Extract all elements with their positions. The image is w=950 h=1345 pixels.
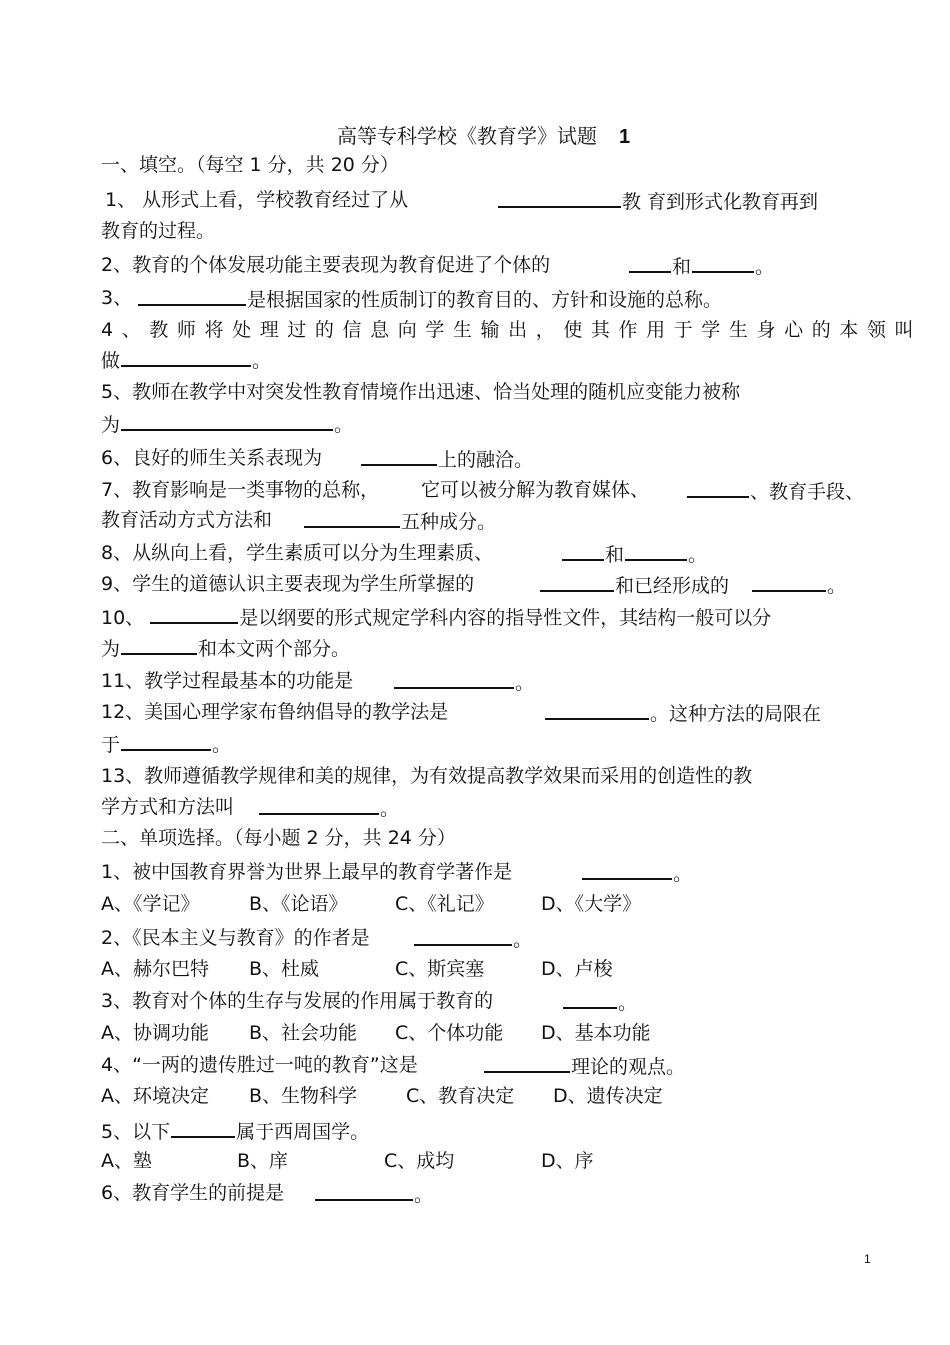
answer-blank[interactable] bbox=[582, 860, 672, 880]
answer-blank[interactable] bbox=[629, 253, 671, 273]
fill-question-11-cont: 。 bbox=[393, 669, 534, 695]
fill-question-7-line2: 教育活动方式方法和 bbox=[101, 509, 273, 531]
answer-blank[interactable] bbox=[562, 541, 604, 561]
answer-blank[interactable] bbox=[121, 411, 333, 431]
fill-question-7: 7、教育影响是一类事物的总称， bbox=[101, 479, 380, 501]
answer-blank[interactable] bbox=[121, 731, 211, 751]
choice-question-2-cont: 。 bbox=[413, 926, 532, 952]
fill-question-9: 9、学生的道德认识主要表现为学生所掌握的 bbox=[101, 573, 475, 595]
fill-question-8: 8、从纵向上看，学生素质可以分为生理素质、 bbox=[101, 542, 494, 564]
option-b[interactable]: B、庠 bbox=[237, 1150, 289, 1172]
choice-question-3: 3、教育对个体的生存与发展的作用属于教育的 bbox=[101, 990, 494, 1012]
fill-question-4-line2: 做 。 bbox=[101, 347, 271, 373]
fill-question-13-cont: 。 bbox=[258, 795, 399, 821]
exam-title-text: 高等专科学校《教育学》试题 bbox=[337, 124, 597, 148]
option-a[interactable]: A、赫尔巴特 bbox=[101, 958, 209, 980]
fill-question-13-line2: 学方式和方法叫 bbox=[101, 796, 235, 818]
answer-blank[interactable] bbox=[687, 478, 749, 498]
option-b[interactable]: B、杜威 bbox=[249, 958, 320, 980]
choice-question-6: 6、教育学生的前提是 bbox=[101, 1182, 285, 1204]
choice-question-3-cont: 。 bbox=[562, 989, 637, 1015]
option-b[interactable]: B、生物科学 bbox=[249, 1085, 358, 1107]
fill-question-7-cont: 、教育手段、 bbox=[686, 478, 864, 504]
answer-blank[interactable] bbox=[171, 1118, 235, 1138]
fill-question-9-end: 。 bbox=[751, 572, 846, 598]
fill-question-3: 3、 bbox=[101, 287, 133, 309]
fill-question-11: 11、教学过程最基本的功能是 bbox=[101, 670, 354, 692]
choice-question-1-cont: 。 bbox=[581, 860, 692, 886]
answer-blank[interactable] bbox=[394, 669, 514, 689]
choice-question-1: 1、被中国教育界誉为世界上最早的教育学著作是 bbox=[101, 861, 513, 883]
option-b[interactable]: B、社会功能 bbox=[249, 1022, 358, 1044]
section1-heading: 一、填空。（每空 1 分，共 20 分） bbox=[101, 154, 399, 176]
fill-question-12-cont: 。这种方法的局限在 bbox=[544, 700, 821, 726]
answer-blank[interactable] bbox=[545, 700, 649, 720]
answer-blank[interactable] bbox=[361, 446, 437, 466]
fill-question-10-line2: 为 和本文两个部分。 bbox=[101, 635, 350, 661]
fill-question-4: 4、教师将处理过的信息向学生输出，使其作用于学生身心的本领叫 bbox=[101, 319, 923, 341]
page-number: 1 bbox=[864, 1252, 871, 1266]
option-d[interactable]: D、卢梭 bbox=[541, 958, 613, 980]
answer-blank[interactable] bbox=[414, 926, 512, 946]
option-d[interactable]: D、基本功能 bbox=[541, 1022, 651, 1044]
choice-question-4: 4、“一两的遗传胜过一吨的教育”这是 bbox=[101, 1054, 418, 1076]
answer-blank[interactable] bbox=[121, 635, 197, 655]
answer-blank[interactable] bbox=[540, 572, 614, 592]
fill-question-6: 6、良好的师生关系表现为 bbox=[101, 447, 323, 469]
answer-blank[interactable] bbox=[692, 253, 754, 273]
answer-blank[interactable] bbox=[121, 347, 251, 367]
fill-question-10: 10、 是以纲要的形式规定学科内容的指导性文件，其结构一般可以分 bbox=[101, 604, 771, 630]
answer-blank[interactable] bbox=[484, 1053, 570, 1073]
answer-blank[interactable] bbox=[752, 572, 826, 592]
fill-question-1: 1、 从形式上看，学校教育经过了从 bbox=[105, 189, 409, 211]
fill-question-12: 12、美国心理学家布鲁纳倡导的教学法是 bbox=[101, 701, 449, 723]
option-a[interactable]: A、《学记》 bbox=[101, 893, 200, 915]
section2-heading: 二、单项选择。（每小题 2 分，共 24 分） bbox=[101, 827, 456, 849]
answer-blank[interactable] bbox=[138, 286, 246, 306]
fill-question-2: 2、教育的个体发展功能主要表现为教育促进了个体的 bbox=[101, 254, 551, 276]
answer-blank[interactable] bbox=[259, 795, 379, 815]
option-b[interactable]: B、《论语》 bbox=[249, 893, 348, 915]
answer-blank[interactable] bbox=[150, 604, 238, 624]
fill-question-9-cont: 和已经形成的 bbox=[539, 572, 729, 598]
choice-question-2: 2、《民本主义与教育》的作者是 bbox=[101, 927, 370, 949]
fill-question-12-line2: 于 。 bbox=[101, 731, 231, 757]
option-c[interactable]: C、《礼记》 bbox=[395, 893, 494, 915]
option-a[interactable]: A、协调功能 bbox=[101, 1022, 209, 1044]
exam-title-number: 1 bbox=[619, 126, 631, 148]
option-c[interactable]: C、成均 bbox=[384, 1150, 455, 1172]
fill-question-6-cont: 上的融洽。 bbox=[360, 446, 533, 472]
fill-question-5: 5、教师在教学中对突发性教育情境作出迅速、恰当处理的随机应变能力被称 bbox=[101, 381, 741, 403]
fill-question-5-line2: 为 。 bbox=[101, 411, 353, 437]
fill-question-1-line2: 教育的过程。 bbox=[101, 220, 216, 242]
option-d[interactable]: D、序 bbox=[541, 1150, 594, 1172]
answer-blank[interactable] bbox=[498, 188, 621, 208]
fill-question-13: 13、教师遵循教学规律和美的规律，为有效提高教学效果而采用的创造性的教 bbox=[101, 765, 753, 787]
option-c[interactable]: C、斯宾塞 bbox=[395, 958, 485, 980]
fill-question-3-cont: 是根据国家的性质制订的教育目的、方针和设施的总称。 bbox=[137, 286, 722, 312]
option-d[interactable]: D、遗传决定 bbox=[553, 1085, 663, 1107]
option-a[interactable]: A、环境决定 bbox=[101, 1085, 209, 1107]
option-d[interactable]: D、《大学》 bbox=[541, 893, 642, 915]
option-c[interactable]: C、个体功能 bbox=[395, 1022, 504, 1044]
answer-blank[interactable] bbox=[304, 508, 400, 528]
choice-question-5: 5、以下 属于西周国学。 bbox=[101, 1118, 369, 1144]
option-c[interactable]: C、教育决定 bbox=[406, 1085, 515, 1107]
choice-question-6-cont: 。 bbox=[314, 1181, 433, 1207]
fill-question-2-cont: 和 。 bbox=[628, 253, 774, 279]
fill-question-1-cont: 教 育到形式化教育再到 bbox=[497, 188, 818, 214]
exam-title bbox=[337, 124, 630, 149]
option-a[interactable]: A、塾 bbox=[101, 1150, 152, 1172]
answer-blank[interactable] bbox=[625, 541, 687, 561]
choice-question-4-cont: 理论的观点。 bbox=[483, 1053, 685, 1079]
answer-blank[interactable] bbox=[563, 989, 617, 1009]
answer-blank[interactable] bbox=[315, 1181, 413, 1201]
fill-question-7-mid: 它可以被分解为教育媒体、 bbox=[421, 479, 650, 501]
fill-question-7-line2-cont: 五种成分。 bbox=[303, 508, 496, 534]
fill-question-8-cont: 和 。 bbox=[561, 541, 707, 567]
